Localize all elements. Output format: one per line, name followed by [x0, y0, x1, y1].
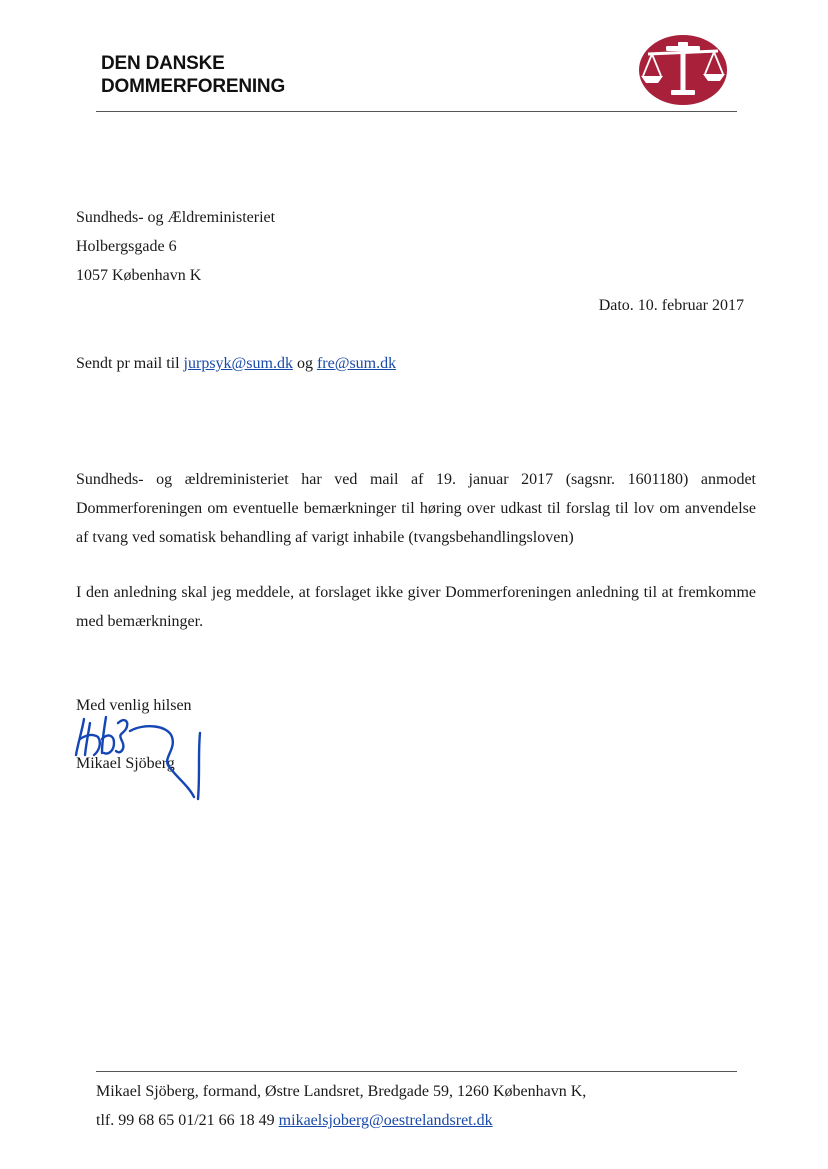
letter-date: Dato. 10. februar 2017 — [598, 297, 744, 314]
footer-email-link[interactable]: mikaelsjoberg@oestrelandsret.dk — [278, 1112, 493, 1129]
org-name-line1: DEN DANSKE — [101, 53, 225, 74]
recipient-email-link-2[interactable]: fre@sum.dk — [316, 355, 397, 372]
recipient-name: Sundheds- og Ældreministeriet — [76, 209, 276, 226]
scales-of-justice-logo — [638, 34, 728, 106]
body-paragraph-1: Sundheds- og ældreministeriet har ved mail af 19. januar 2017 (sagsnr. 1601180) anmodet Dommerforeningen om eventuelle bemærkninger til høring over udkast til forslag til lov om anvendelse af tvang ved somatisk behandling af varigt inhabile (tvangsbehandlingsloven) — [76, 471, 756, 546]
sent-prefix: Sendt pr mail til — [76, 355, 184, 372]
recipient-city: 1057 København K — [76, 267, 202, 284]
footer-phone: tlf. 99 68 65 01/21 66 18 49 — [96, 1112, 279, 1129]
recipient-street: Holbergsgade 6 — [76, 238, 177, 255]
sent-conjunction: og — [292, 355, 317, 372]
signatory-name: Mikael Sjöberg — [76, 755, 175, 772]
body-paragraph-2: I den anledning skal jeg meddele, at forslaget ikke giver Dommerforeningen anledning til at fremkomme med bemærkninger. — [76, 584, 756, 630]
footer-address: Mikael Sjöberg, formand, Østre Landsret, Bredgade 59, 1260 København K, — [96, 1083, 587, 1100]
organization-name — [101, 52, 285, 98]
recipient-email-link-1[interactable]: jurpsyk@sum.dk — [183, 355, 293, 372]
footer-divider — [96, 1071, 737, 1072]
header-divider — [96, 111, 737, 112]
handwritten-signature — [72, 713, 212, 803]
closing-greeting: Med venlig hilsen — [76, 697, 192, 714]
org-name-line2: DOMMERFORENING — [101, 76, 286, 97]
footer-contact — [96, 1112, 493, 1130]
sent-via-line — [76, 355, 396, 373]
